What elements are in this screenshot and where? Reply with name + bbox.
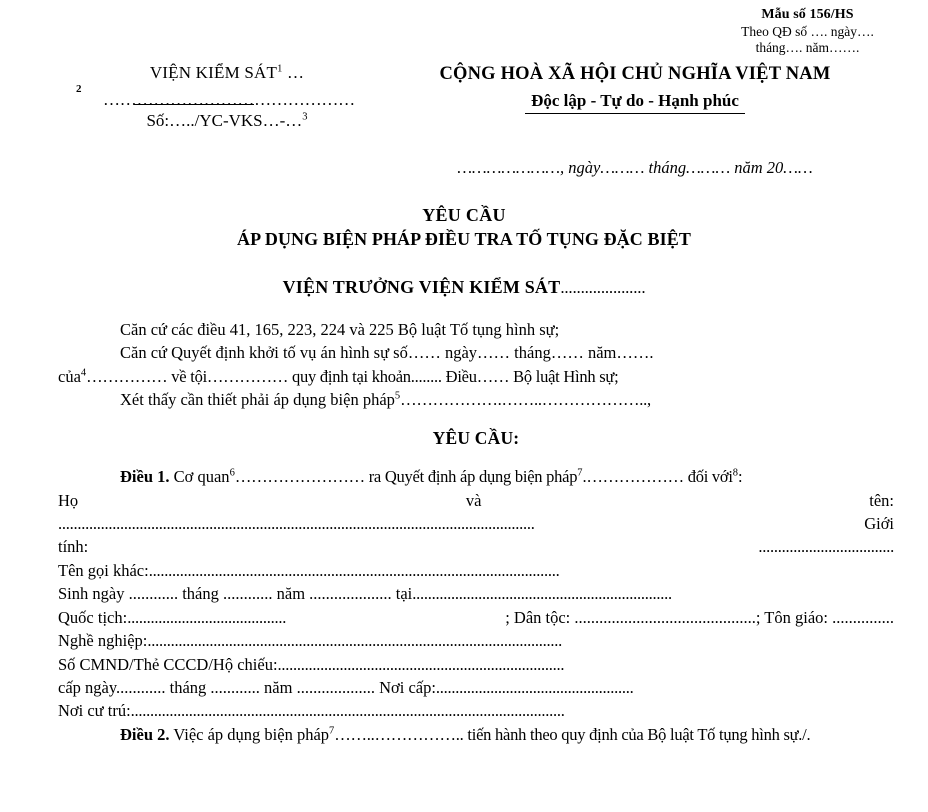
form-code-decision-line2: tháng…. năm……. [755,40,860,56]
footnote-marker-6: 6 [229,467,235,479]
form-code-block [700,6,915,57]
national-motto: Độc lập - Tự do - Hạnh phúc [525,89,745,114]
footnote-marker-7b: 7 [329,725,335,737]
document-number [62,110,392,132]
field-full-name-fill-row[interactable] [58,512,894,535]
field-dots[interactable]: .......................................................................... [277,654,565,674]
document-title: YÊU CẦU [422,205,506,225]
issuing-agency-name-text: VIỆN KIỂM SÁT [149,63,278,82]
date-line: …………………, ngày……… tháng……… năm 20…… [457,158,813,177]
form-code-number: Mẫu số 156/HS [761,7,854,22]
article-2-text-1: Việc áp dụng biện pháp [169,724,330,744]
footnote-marker-3: 3 [302,111,308,123]
legal-basis-2 [58,341,894,364]
article-1-label: Điều 1. [120,467,170,487]
field-dots[interactable]: .......................................................................................................... [148,560,560,580]
field-row[interactable] [58,676,894,699]
issuing-authority-dots: ..................... [560,278,646,297]
field-label: Sinh ngày ............ tháng ............ năm .................... tại [58,584,413,604]
field-dots[interactable]: ................................................... [435,677,634,697]
legal-basis-3 [58,388,894,411]
field-label: cấp ngày............ tháng ............ năm ................... Nơi cấp: [58,677,436,697]
issuing-agency-block [62,62,392,132]
field-row[interactable] [58,582,894,605]
field-label: Nơi cư trú: [58,701,131,721]
issuing-authority-line [0,278,928,296]
field-tail: ; Dân tộc: ............................................; Tôn giáo: ............... [505,607,894,627]
footnote-marker-1: 1 [277,63,283,75]
field-dots[interactable]: ........................................................................................................... [147,631,562,651]
field-label-va: và [465,490,482,510]
field-label: Số CMND/Thẻ CCCD/Hộ chiếu: [58,654,278,674]
document-body [58,318,894,746]
legal-basis-2-part1: Căn cứ Quyết định khởi tố vụ án hình sự số…… ngày…… tháng…… năm……. [120,343,654,363]
legal-basis-1: Căn cứ các điều 41, 165, 223, 224 và 225 Bộ luật Tố tụng hình sự; [120,320,560,339]
field-dots[interactable]: ................................................................................................................ [130,701,565,721]
field-label: Nghề nghiệp: [58,631,148,651]
legal-basis-2-part2: …………… về tội…………… quy định tại khoản........ Điều…… Bộ luật Hình sự; [86,366,619,386]
field-row[interactable] [58,559,894,582]
document-subtitle: ÁP DỤNG BIỆN PHÁP ĐIỀU TRA TỐ TỤNG ĐẶC BIỆT [237,229,691,249]
field-label-ten: tên: [869,490,894,510]
national-heading-block [400,62,870,114]
footnote-marker-5: 5 [394,390,401,402]
field-row[interactable] [58,629,894,652]
field-label-ho: Họ [58,490,79,510]
field-label-gioi: Giới [864,514,894,534]
legal-basis-2-cont [58,365,894,388]
article-1-colon: : [738,467,743,487]
article-2-label: Điều 2. [120,724,170,744]
field-row[interactable] [58,699,894,722]
legal-basis-3-lead: Xét thấy cần thiết phải áp dụng biện pháp [120,390,395,410]
footnote-marker-8: 8 [732,467,738,479]
field-gender-row[interactable] [58,535,894,558]
article-1 [58,465,894,488]
issuing-agency-blank-dots: ……………………………………… [102,89,355,109]
footnote-marker-2: 2 [76,82,82,95]
field-label: Tên gọi khác: [58,560,149,580]
footnote-marker-7: 7 [577,467,583,479]
field-row[interactable] [58,606,894,629]
article-1-dots-1: …………………… ra Quyết định áp dụng biện pháp [234,467,578,487]
legal-basis-3-dots: ……………….……..……………….., [400,390,651,410]
legal-basis-2-of: của [58,366,81,386]
field-gender-dots[interactable]: ................................... [758,537,894,557]
field-row[interactable] [58,653,894,676]
article-2-dots-1: ……..…………….. tiến hành theo quy định của Bộ luật Tố tụng hình sự./. [334,724,811,744]
field-label-tinh: tính: [58,537,89,557]
article-1-dots-2: .……………… đối với [582,467,733,487]
field-dots[interactable]: ................................................................... [412,584,672,604]
issuing-agency-name-suffix: … [282,63,305,82]
field-dots[interactable]: ......................................... [127,607,287,627]
issuing-agency-name [62,62,392,84]
document-header-band [0,62,928,162]
spacer-after-order-heading [58,447,894,465]
issuing-agency-blank-row [62,84,392,108]
field-full-name-dots[interactable]: ........................................................................................................................... [58,514,535,534]
footnote-marker-4: 4 [80,367,87,379]
issuing-authority-label: VIỆN TRƯỞNG VIỆN KIỂM SÁT [282,277,561,297]
order-heading: YÊU CẦU: [432,427,520,448]
country-name: CỘNG HOÀ XÃ HỘI CHỦ NGHĨA VIỆT NAM [439,64,831,84]
form-code-decision-line1: Theo QĐ số …. ngày…. [741,23,874,39]
field-label: Quốc tịch: [58,607,128,627]
agency-divider-rule [134,104,254,105]
article-2 [58,723,894,746]
document-number-text: Số:…../YC-VKS…-… [146,110,303,130]
field-full-name-row [58,489,894,512]
article-1-text-1: Cơ quan [169,467,230,487]
